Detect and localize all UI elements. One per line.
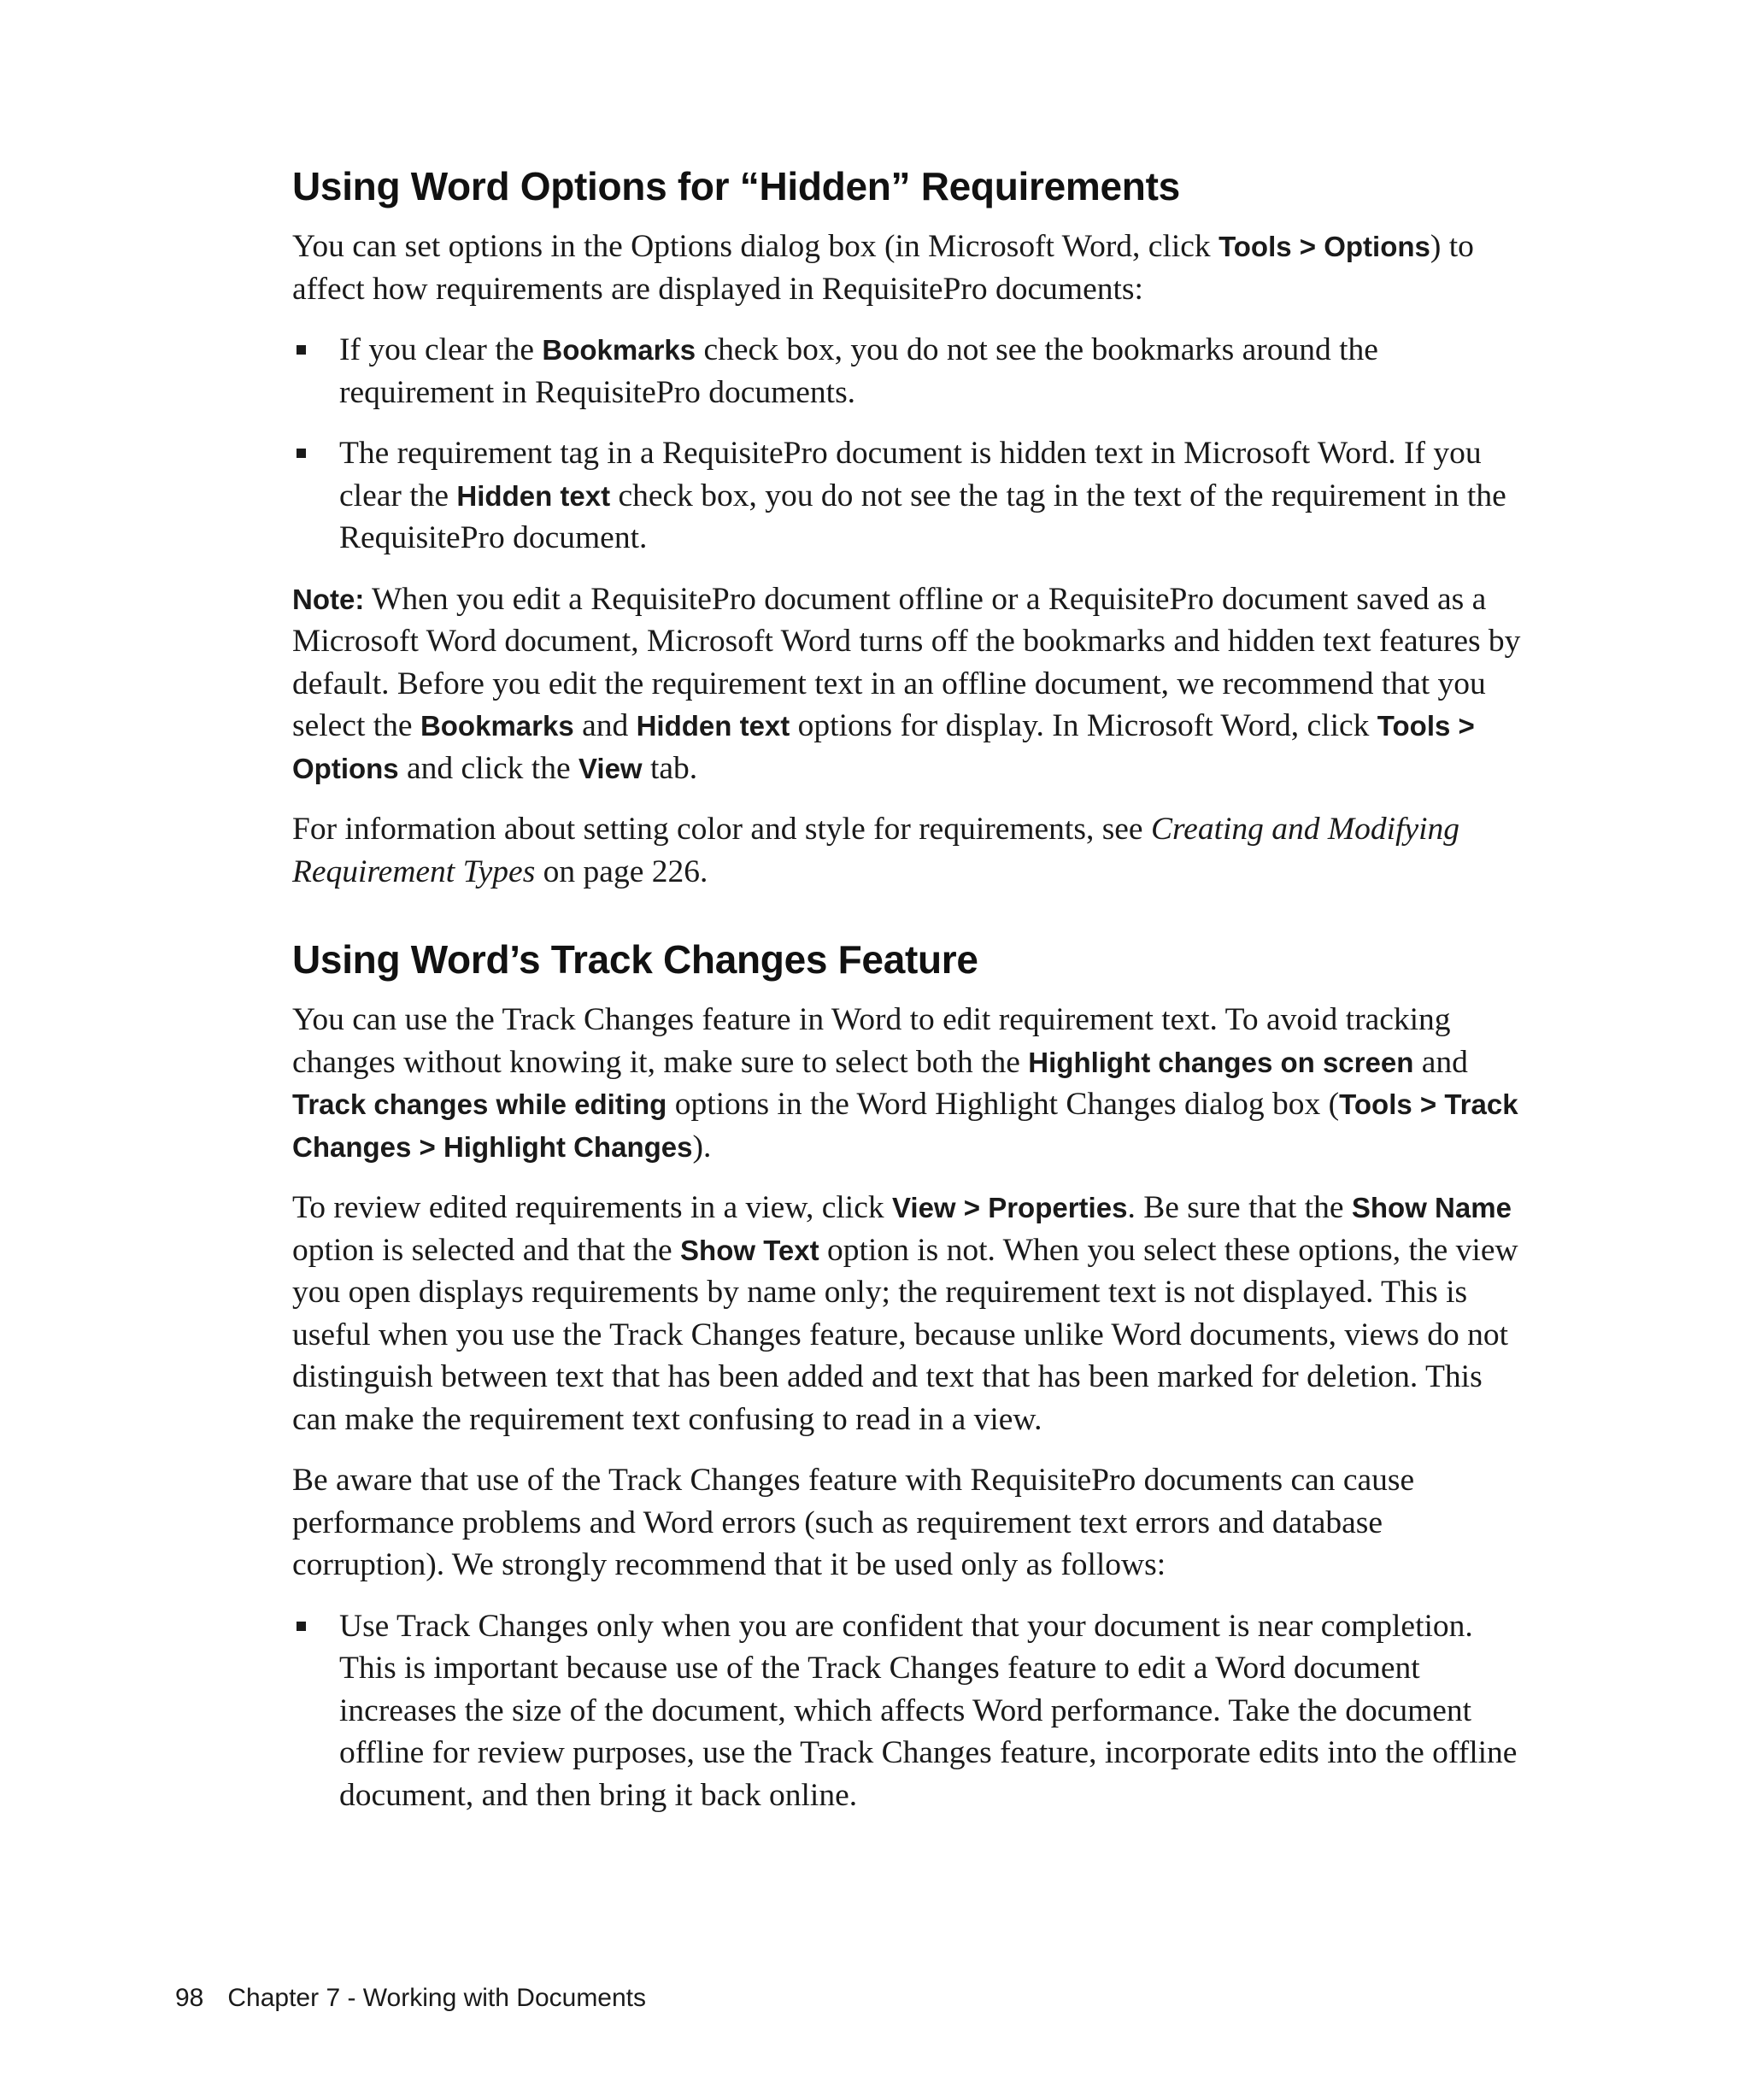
tc-p2-text-1: To review edited requirements in a view, click: [292, 1190, 892, 1225]
bullet-item-bookmarks: [292, 329, 1523, 414]
page-footer: [175, 1983, 646, 2014]
intro-text-2: ) to affect how requirements are displayed in RequisitePro documents:: [292, 229, 1474, 307]
bullet-hidden-text-2: check box, you do not see the tag in the text of the requirement in the RequisitePro document.: [339, 478, 1506, 555]
track-changes-editing-option-label: Track changes while editing: [292, 1088, 667, 1120]
tc-p2-text-4: option is not. When you select these options, the view you open displays requirements by name only; the requirement text is not displayed. This is useful when you use the Track Changes feature, because unlike Word documents, views do not distinguish between text that has been added and text that has been marked for deletion. This can make the requirement text confusing to read in a view.: [292, 1232, 1518, 1437]
bullet-square-icon: [297, 1622, 306, 1631]
section-heading-hidden-requirements: Using Word Options for “Hidden” Requirements: [292, 164, 1180, 208]
bullet-bookmarks-text-1: If you clear the: [339, 332, 543, 367]
tc-p1-text-4: ).: [692, 1129, 712, 1164]
bookmarks-option-label: Bookmarks: [542, 334, 696, 366]
note-bookmarks-label: Bookmarks: [420, 710, 574, 742]
note-view-tab-label: View: [578, 752, 643, 784]
page-content: [292, 162, 1523, 1835]
track-changes-paragraph-3: Be aware that use of the Track Changes feature with RequisitePro documents can cause performance problems and Word errors (such as requirement text errors and database corruption). We strongly recommend that it be used only as follows:: [292, 1463, 1415, 1582]
note-text-5: tab.: [642, 750, 698, 786]
tc-p2-text-2: . Be sure that the: [1127, 1190, 1352, 1225]
note-label: Note:: [292, 583, 365, 615]
bullet-square-icon: [297, 449, 306, 458]
bullet-use-track-changes-text: Use Track Changes only when you are confident that your document is near completion. This is important because use of the Track Changes feature to edit a Word document increases the size of the document, which affects Word performance. Take the document offline for review purposes, use the Track Changes feature, incorporate edits into the offline document, and then bring it back online.: [339, 1608, 1518, 1813]
show-name-option-label: Show Name: [1351, 1192, 1512, 1223]
section-heading-track-changes: Using Word’s Track Changes Feature: [292, 937, 978, 982]
highlight-changes-option-label: Highlight changes on screen: [1028, 1046, 1414, 1078]
intro-text-1: You can set options in the Options dialog box (in Microsoft Word, click: [292, 229, 1219, 264]
hidden-text-option-label: Hidden text: [456, 479, 611, 512]
note-text-1: When you edit a RequisitePro document offline or a RequisitePro document saved as a Microsoft Word document, Microsoft Word turns off the bookmarks and hidden text features by default. Before you edit the requirement text in an offline document, we recommend that you select the: [292, 581, 1521, 743]
page-number: 98: [175, 1984, 204, 2012]
info-text-1: For information about setting color and style for requirements, see: [292, 812, 1151, 847]
tc-p2-text-3: option is selected and that the: [292, 1232, 681, 1268]
menu-path-highlight-changes: Tools > Track Changes > Highlight Changes: [292, 1088, 1518, 1163]
track-changes-paragraph-1: [292, 999, 1523, 1168]
intro-paragraph: [292, 226, 1523, 310]
menu-path-tools-options: Tools > Options: [1219, 231, 1430, 262]
note-text-2: and: [573, 708, 637, 743]
chapter-title: Chapter 7 - Working with Documents: [227, 1984, 647, 2012]
bullet-hidden-text-1: The requirement tag in a RequisitePro document is hidden text in Microsoft Word. If you clear the: [339, 436, 1482, 513]
info-paragraph: [292, 808, 1523, 893]
tc-p1-text-3: options in the Word Highlight Changes dialog box (: [667, 1087, 1340, 1122]
bullet-square-icon: [297, 345, 306, 355]
note-menu-path-tools-options: Tools > Options: [292, 710, 1475, 784]
menu-path-view-properties: View > Properties: [891, 1192, 1128, 1223]
note-text-4: and click the: [398, 750, 578, 786]
note-hidden-text-label: Hidden text: [636, 710, 790, 742]
show-text-option-label: Show Text: [680, 1234, 819, 1266]
options-bullet-list: [292, 329, 1523, 560]
tc-p1-text-1: You can use the Track Changes feature in Word to edit requirement text. To avoid tracking changes without knowing it, make sure to select both the: [292, 1002, 1451, 1080]
bullet-bookmarks-text-2: check box, you do not see the bookmarks around the requirement in RequisitePro documents.: [339, 332, 1378, 410]
track-changes-paragraph-2: [292, 1187, 1523, 1440]
info-text-2: on page 226.: [535, 853, 708, 889]
bullet-item-use-track-changes: [292, 1605, 1523, 1817]
cross-reference-link[interactable]: Creating and Modifying Requirement Types: [292, 812, 1460, 889]
note-paragraph: [292, 578, 1523, 790]
tc-p1-text-2: and: [1413, 1044, 1468, 1080]
bullet-item-hidden-text: [292, 432, 1523, 560]
track-changes-bullet-list: [292, 1605, 1523, 1817]
note-text-3: options for display. In Microsoft Word, click: [790, 708, 1377, 743]
